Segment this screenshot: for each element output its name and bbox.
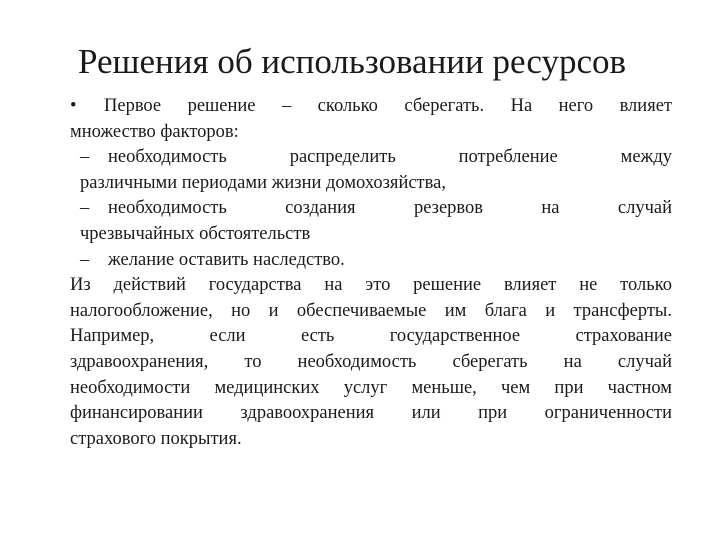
bullet-text-line-2: множество факторов: <box>70 121 239 142</box>
factor-2-line-1: необходимость создания резервов на случай <box>108 198 672 219</box>
paragraph-line: налогообложение, но и обеспечиваемые им блага и трансферты. <box>70 300 672 321</box>
factor-3-line-1: желание оставить наследство. <box>108 249 345 270</box>
slide-title: Решения об использовании ресурсов <box>78 42 627 81</box>
factor-1-line-1: необходимость распределить потребление между <box>108 147 672 168</box>
bullet-item <box>70 94 672 120</box>
factor-item-2 <box>70 196 672 222</box>
paragraph-line: финансировании здравоохранения или при ограниченности <box>70 403 672 424</box>
paragraph-line: необходимости медицинских услуг меньше, чем при частном <box>70 377 672 398</box>
dash-marker: – <box>80 198 90 219</box>
dash-marker: – <box>80 249 90 270</box>
paragraph-line: здравоохранения, то необходимость сберегать на случай <box>70 351 672 372</box>
factor-item-1 <box>70 145 672 171</box>
factor-2-line-2: чрезвычайных обстоятельств <box>80 223 311 244</box>
factor-1-line-2: различными периодами жизни домохозяйства, <box>80 172 446 193</box>
bullet-text-line-1: Первое решение – сколько сберегать. На него влияет <box>104 96 672 116</box>
bullet-marker: • <box>70 96 77 116</box>
slide-body <box>70 94 672 452</box>
dash-marker: – <box>80 147 90 168</box>
factor-item-3 <box>70 248 672 274</box>
paragraph-line: страхового покрытия. <box>70 428 242 449</box>
paragraph-line: Например, если есть государственное страхование <box>70 326 672 347</box>
paragraph-line: Из действий государства на это решение влияет не только <box>70 275 672 296</box>
